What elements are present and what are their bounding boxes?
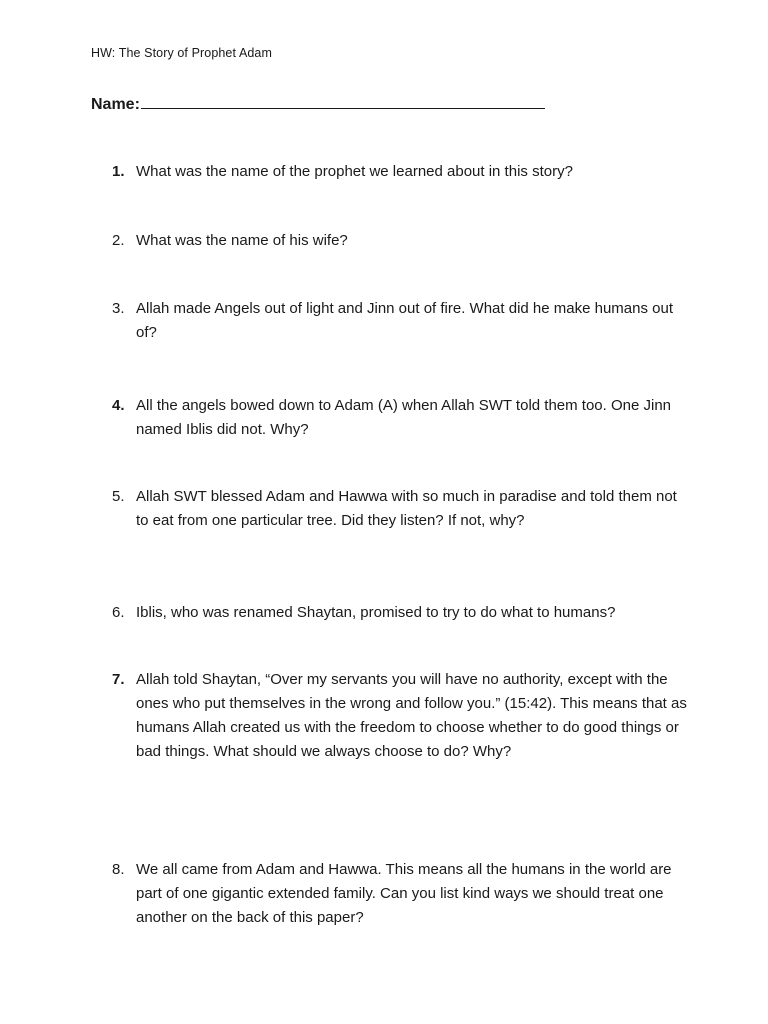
question-text: What was the name of his wife? — [136, 232, 348, 249]
question-5 — [112, 485, 692, 533]
question-number: 1. — [112, 163, 125, 180]
question-number: 8. — [112, 861, 125, 878]
question-text: All the angels bowed down to Adam (A) when Allah SWT told them too. One Jinn named Iblis did not. Why? — [136, 397, 672, 438]
question-number: 2. — [112, 232, 125, 249]
question-8 — [112, 858, 692, 930]
question-number: 4. — [112, 397, 125, 414]
name-field — [91, 94, 545, 114]
question-1 — [112, 160, 692, 184]
question-7 — [112, 668, 692, 764]
name-blank-line — [141, 94, 545, 109]
document-title: HW: The Story of Prophet Adam — [91, 46, 272, 60]
name-label: Name: — [91, 96, 140, 113]
question-2 — [112, 229, 692, 253]
question-6 — [112, 601, 692, 625]
question-number: 3. — [112, 300, 125, 317]
question-number: 7. — [112, 671, 125, 688]
question-text: Allah SWT blessed Adam and Hawwa with so much in paradise and told them not to eat from one particular tree. Did they listen? If not, why? — [136, 488, 677, 529]
question-text: Allah made Angels out of light and Jinn out of fire. What did he make humans out of? — [136, 300, 673, 341]
question-text: Allah told Shaytan, “Over my servants you will have no authority, except with the ones who put themselves in the wrong and follow you.” (15:42). This means that as humans Allah created us with the freedom to choose whether to do good things or bad things. What should we always choose to do? Why? — [136, 671, 687, 760]
question-text: Iblis, who was renamed Shaytan, promised to try to do what to humans? — [136, 604, 616, 621]
question-number: 5. — [112, 488, 125, 505]
question-text: What was the name of the prophet we learned about in this story? — [136, 163, 573, 180]
question-4 — [112, 394, 692, 442]
question-text: We all came from Adam and Hawwa. This means all the humans in the world are part of one gigantic extended family. Can you list kind ways we should treat one another on the back of this paper? — [136, 861, 672, 926]
question-number: 6. — [112, 604, 125, 621]
question-3 — [112, 297, 692, 345]
